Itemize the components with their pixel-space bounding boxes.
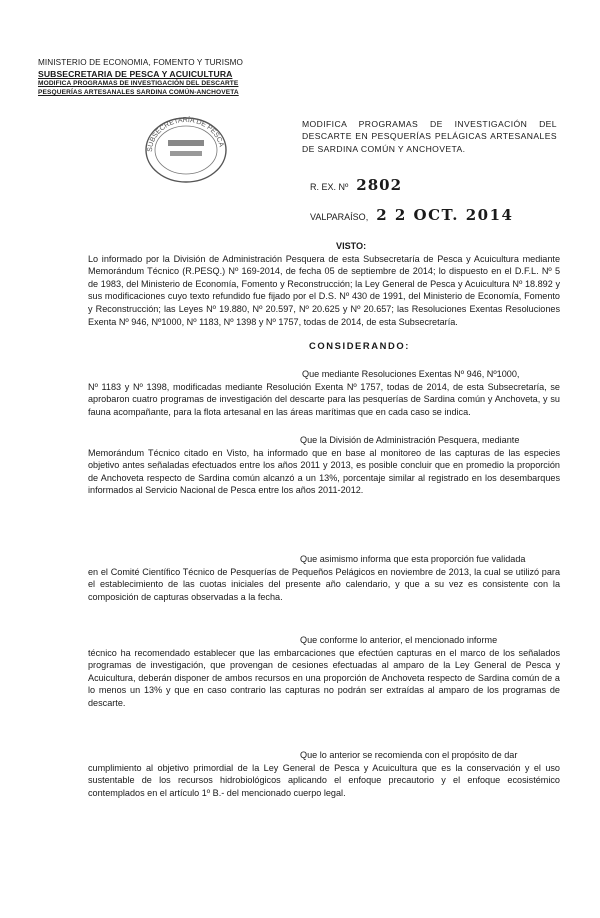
date-stamp: 2 2 OCT. 2014 xyxy=(376,206,514,224)
considerando-paragraph-2 xyxy=(88,434,560,497)
paragraph-text: técnico ha recomendado establecer que las embarcaciones que efectúen capturas en el marco de los señalados programas de investigación, que provengan de cesiones efectuadas al amparo de la Ley General de Pesca y Acuicultura, deberán disponer de ambos recursos en una proporción de Anchoveta respecto de Sardina común de a lo menos un 13% y que en caso contrario las capturas no podrán ser extraídas al amparo de los programas de descarte. xyxy=(88,647,560,708)
fishery-line: PESQUERÍAS ARTESANALES SARDINA COMÚN-ANCHOVETA xyxy=(38,89,239,96)
paragraph-lead: Que asimismo informa que esta proporción fue validada xyxy=(300,554,526,564)
resolution-label: R. EX. Nº xyxy=(310,182,349,192)
visto-label: VISTO: xyxy=(336,241,367,251)
subsecretaria-name: SUBSECRETARIA DE PESCA Y ACUICULTURA xyxy=(38,68,233,79)
paragraph-lead: Que conforme lo anterior, el mencionado informe xyxy=(300,635,498,645)
paragraph-text: Nº 1183 y Nº 1398, modificadas mediante Resolución Exenta Nº 1757, todas de 2014, de esta Subsecretaría, se aprobaron cuatro programas de investigación del descarte para las pesquerías de Sardina común y Anchoveta, y su fauna acompañante, para la flota artesanal en las áreas marítimas que en cada caso se indica. xyxy=(88,381,560,417)
stamp-text: SUBSECRETARÍA DE PESCA xyxy=(146,116,225,153)
considerando-heading: CONSIDERANDO: xyxy=(309,340,411,351)
paragraph-text: cumplimiento al objetivo primordial de la Ley General de Pesca y Acuicultura que es la conservación y el uso sustentable de los recursos hidrobiológicos aplicando el enfoque precautorio y el enfoque ecosistémico contemplados en el artículo 1º B.- del mencionado cuerpo legal. xyxy=(88,762,560,798)
resolution-number xyxy=(310,176,402,194)
place-date xyxy=(310,206,513,224)
considerando-paragraph-3 xyxy=(88,553,560,603)
paragraph-lead: Que la División de Administración Pesquera, mediante xyxy=(300,435,520,445)
paragraph-text: Memorándum Técnico citado en Visto, ha informado que en base al monitoreo de las capturas de las especies objetivo antes señaladas efectuados entre los años 2011 y 2013, es posible concluir que en promedio la proporción de Anchoveta respecto de Sardina común alcanzó a un 13%, porcentaje similar al registrado en los desembarques informados al Servicio Nacional de Pesca entre los años 2011-2012. xyxy=(88,447,560,496)
resolution-title: MODIFICA PROGRAMAS DE INVESTIGACIÓN DEL DESCARTE EN PESQUERÍAS PELÁGICAS ARTESANALES DE SARDINA COMÚN Y ANCHOVETA. xyxy=(302,119,557,154)
paragraph-text: en el Comité Científico Técnico de Pesquerías de Pequeños Pelágicos en noviembre de 2013, la cual se utilizó para el establecimiento de las cuotas iniciales del presente año calendario, y que a su vez es consistente con la composición de capturas observadas a la fecha. xyxy=(88,566,560,602)
visto-section xyxy=(88,240,560,328)
paragraph-lead: Que mediante Resoluciones Exentas Nº 946, Nº1000, xyxy=(302,369,520,379)
visto-text: Lo informado por la División de Administración Pesquera de esta Subsecretaría de Pesca y Acuicultura mediante Memorándum Técnico (R.PESQ.) Nº 169-2014, de fecha 05 de septiembre de 2014; lo dispuesto en el D.F.L. Nº 5 de 1983, del Ministerio de Economía, Fomento y Reconstrucción; la Ley General de Pesca y Acuicultura Nº 18.892 y sus modificaciones cuyo texto refundido fue fijado por el D.S. Nº 430 de 1991, del Ministerio de Economía, Fomento y Reconstrucción; las Leyes Nº 19.880, Nº 20.597, Nº 20.625 y Nº 20.657; las Resoluciones Exentas Resoluciones Exenta Nº 946, Nº1000, Nº 1183, Nº 1398 y Nº 1757, todas de 2014, de esta Subsecretaría. xyxy=(88,253,560,327)
considerando-paragraph-5 xyxy=(88,749,560,799)
resolution-number-value: 2802 xyxy=(356,176,403,194)
ministry-name: MINISTERIO DE ECONOMIA, FOMENTO Y TURISMO xyxy=(38,58,244,67)
considerando-paragraph-4 xyxy=(88,634,560,710)
paragraph-lead: Que lo anterior se recomienda con el propósito de dar xyxy=(300,750,518,760)
program-line: MODIFICA PROGRAMAS DE INVESTIGACIÓN DEL DESCARTE xyxy=(38,80,239,87)
svg-text:SUBSECRETARÍA DE PESCA xyxy=(147,115,225,152)
considerando-paragraph-1 xyxy=(88,368,560,418)
place: VALPARAÍSO, xyxy=(310,212,369,222)
letterhead xyxy=(38,58,243,97)
official-stamp-icon xyxy=(138,112,234,184)
